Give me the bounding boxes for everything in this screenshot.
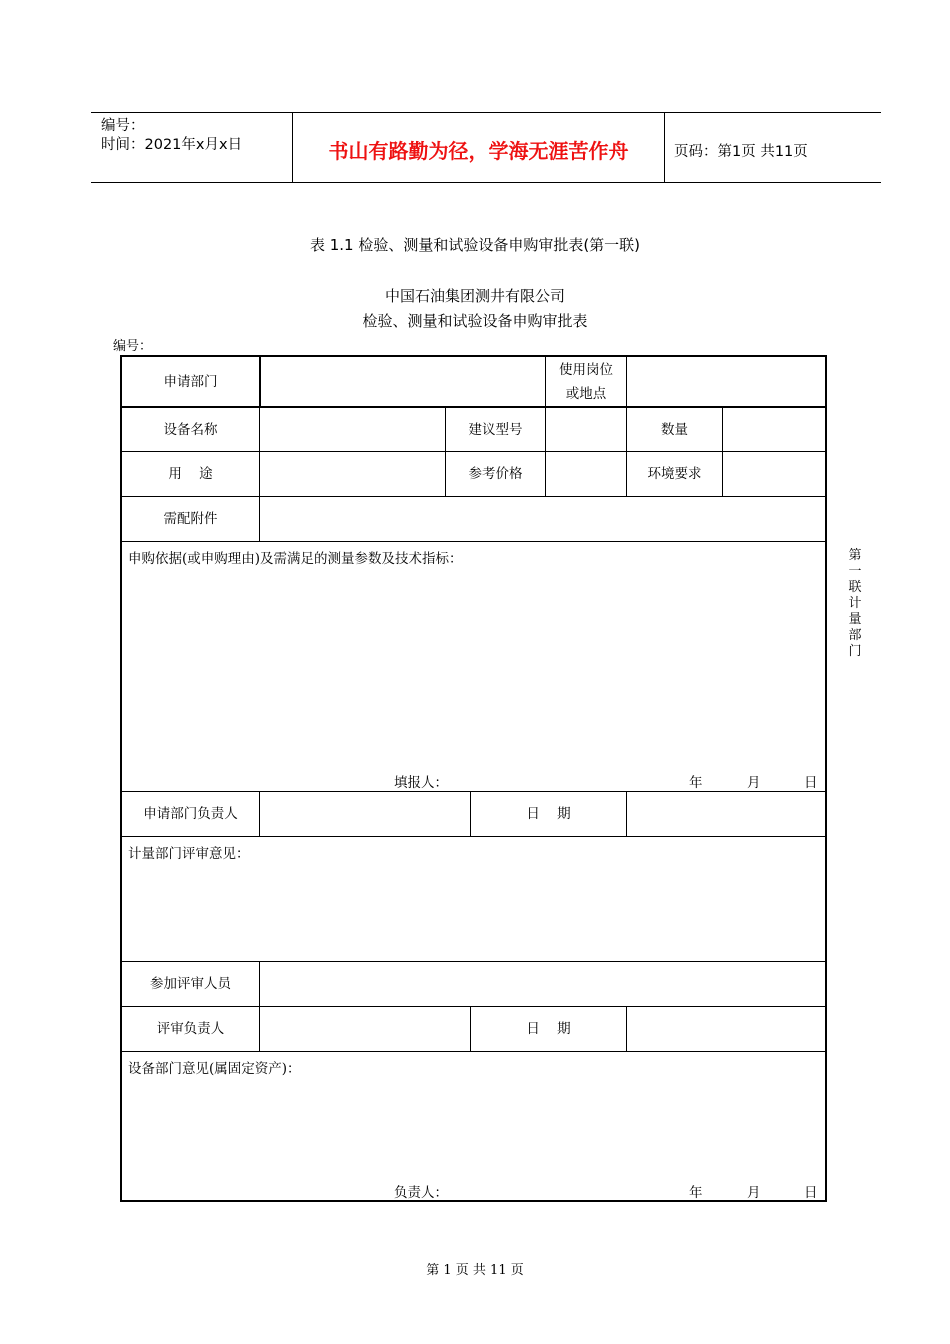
- use-location-line1: 使用岗位: [559, 361, 613, 378]
- reference-price-label: 参考价格: [468, 466, 523, 482]
- reference-price-field[interactable]: [546, 452, 626, 496]
- table-title: 表 1.1 检验、测量和试验设备申购审批表(第一联): [309, 236, 641, 254]
- month-label: 月: [747, 775, 761, 791]
- review-participants-field[interactable]: [260, 962, 825, 1006]
- slogan: 书山有路勤为径，学海无涯苦作舟: [328, 139, 629, 163]
- use-location-field[interactable]: [627, 357, 825, 406]
- suggested-model-label: 建议型号: [468, 421, 523, 438]
- form-border: [120, 1200, 827, 1202]
- date-label: 日 期: [526, 806, 571, 822]
- review-head-field[interactable]: [260, 1007, 470, 1051]
- review-head-label: 评审负责人: [156, 1021, 225, 1037]
- use-location-line2: 或地点: [565, 385, 607, 402]
- time-label: 时间：2021年x月x日: [101, 137, 243, 153]
- applying-dept-label: 申请部门: [163, 373, 218, 390]
- doc-number-label: 编号：: [113, 339, 153, 354]
- accessories-field[interactable]: [260, 497, 825, 541]
- date-field[interactable]: [627, 792, 825, 836]
- page-footer: 第 1 页 共 11 页: [426, 1263, 524, 1278]
- year-label: 年: [689, 1185, 703, 1201]
- dept-head-label: 申请部门负责人: [143, 806, 238, 822]
- review-date-label: 日 期: [526, 1021, 571, 1037]
- company-name: 中国石油集团测井有限公司: [384, 287, 565, 305]
- purpose-label: 用 途: [168, 466, 213, 482]
- copy-note: 第一联计量部门: [848, 548, 862, 659]
- equipment-opinion-label: 设备部门意见(属固定资产)：: [128, 1061, 301, 1077]
- page-info: 页码：第1页 共11页: [674, 144, 808, 160]
- form-border: [825, 355, 827, 1201]
- quantity-label: 数量: [661, 421, 688, 438]
- year-label: 年: [689, 775, 703, 791]
- purpose-field[interactable]: [260, 452, 445, 496]
- suggested-model-field[interactable]: [546, 408, 626, 451]
- device-name-field[interactable]: [260, 408, 445, 451]
- day-label: 日: [804, 1185, 818, 1201]
- metrology-opinion-label: 计量部门评审意见：: [128, 846, 250, 862]
- filler-label: 填报人：: [394, 775, 448, 791]
- dept-head-field[interactable]: [260, 792, 470, 836]
- env-requirement-label: 环境要求: [647, 466, 702, 482]
- device-name-label: 设备名称: [163, 421, 218, 438]
- env-requirement-field[interactable]: [723, 452, 825, 496]
- code-label: 编号：: [101, 118, 145, 134]
- month-label: 月: [747, 1185, 761, 1201]
- grid-line: [120, 836, 826, 837]
- review-date-field[interactable]: [627, 1007, 825, 1051]
- review-participants-label: 参加评审人员: [150, 976, 231, 992]
- accessories-label: 需配附件: [163, 511, 218, 527]
- day-label: 日: [804, 775, 818, 791]
- grid-line: [120, 1051, 826, 1052]
- grid-line: [120, 541, 826, 542]
- applying-dept-field[interactable]: [261, 357, 545, 406]
- use-location-label: [546, 357, 626, 406]
- responsible-label: 负责人：: [394, 1185, 448, 1201]
- basis-label: 申购依据(或申购理由)及需满足的测量参数及技术指标：: [128, 551, 463, 567]
- quantity-field[interactable]: [723, 408, 825, 451]
- form-title: 检验、测量和试验设备申购审批表: [362, 312, 588, 330]
